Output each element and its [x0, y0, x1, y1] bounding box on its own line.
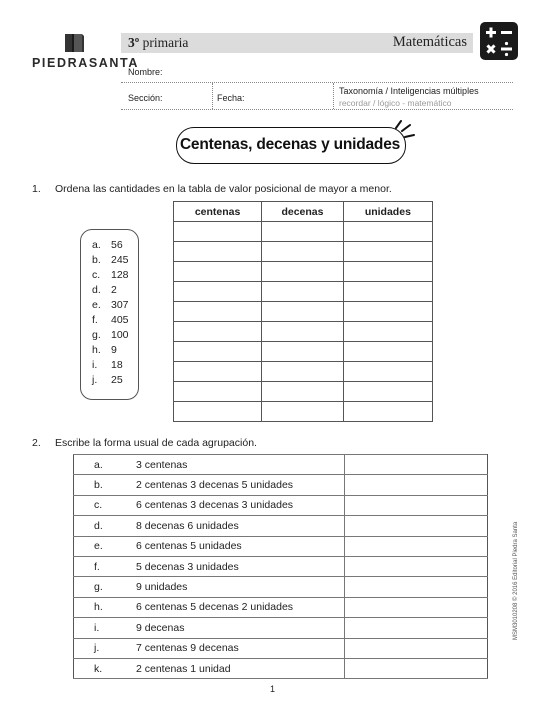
- table-row: [74, 475, 488, 495]
- table-row: [74, 577, 488, 597]
- brand-logo: PIEDRASANTA: [32, 56, 139, 70]
- answer-cell[interactable]: [345, 577, 488, 597]
- row-letter: k.: [74, 658, 137, 678]
- answer-cell[interactable]: [174, 322, 262, 342]
- field-divider: [333, 83, 334, 109]
- answer-cell[interactable]: [345, 658, 488, 678]
- table-row: [74, 536, 488, 556]
- row-text: 6 centenas 5 unidades: [136, 536, 345, 556]
- row-text: 6 centenas 3 decenas 3 unidades: [136, 495, 345, 515]
- field-divider: [212, 83, 213, 109]
- table-row: [174, 402, 433, 422]
- table-row: [174, 222, 433, 242]
- copyright-note: MSM3010208 © 2016 Editorial Piedra Santa: [513, 521, 519, 640]
- header-centenas: centenas: [174, 202, 262, 222]
- row-letter: c.: [74, 495, 137, 515]
- question-1-number: 1.: [32, 183, 41, 195]
- list-item: f. 405: [92, 314, 129, 326]
- table-row: [174, 282, 433, 302]
- table-row: [74, 556, 488, 576]
- list-item: c. 128: [92, 269, 129, 281]
- row-text: 8 decenas 6 unidades: [136, 516, 345, 536]
- answer-cell[interactable]: [343, 322, 432, 342]
- answer-cell[interactable]: [262, 342, 344, 362]
- list-item: j. 25: [92, 374, 123, 386]
- table-row: [74, 495, 488, 515]
- row-text: 3 centenas: [136, 455, 345, 475]
- answer-cell[interactable]: [262, 322, 344, 342]
- row-letter: e.: [74, 536, 137, 556]
- row-text: 7 centenas 9 decenas: [136, 638, 345, 658]
- answer-cell[interactable]: [343, 282, 432, 302]
- answer-cell[interactable]: [345, 556, 488, 576]
- taxonomy-subtitle: recordar / lógico - matemático: [339, 98, 452, 108]
- name-label: Nombre:: [128, 67, 163, 77]
- answer-cell[interactable]: [345, 536, 488, 556]
- book-logo-icon: [62, 32, 86, 54]
- answer-cell[interactable]: [262, 402, 344, 422]
- answer-cell[interactable]: [262, 222, 344, 242]
- table-row: [74, 516, 488, 536]
- row-letter: j.: [74, 638, 137, 658]
- row-letter: g.: [74, 577, 137, 597]
- section-label: Sección:: [128, 93, 163, 103]
- answer-cell[interactable]: [343, 242, 432, 262]
- list-item: b. 245: [92, 254, 129, 266]
- answer-cell[interactable]: [262, 262, 344, 282]
- row-letter: f.: [74, 556, 137, 576]
- list-item: a. 56: [92, 239, 123, 251]
- answer-cell[interactable]: [174, 382, 262, 402]
- answer-cell[interactable]: [345, 597, 488, 617]
- answer-cell[interactable]: [343, 302, 432, 322]
- row-letter: i.: [74, 618, 137, 638]
- answer-cell[interactable]: [345, 618, 488, 638]
- answer-cell[interactable]: [345, 455, 488, 475]
- table-row: [74, 455, 488, 475]
- row-letter: h.: [74, 597, 137, 617]
- answer-cell[interactable]: [345, 475, 488, 495]
- header-decenas: decenas: [262, 202, 344, 222]
- question-2-text: Escribe la forma usual de cada agrupación.: [55, 437, 257, 449]
- answer-cell[interactable]: [345, 516, 488, 536]
- table-row: [174, 362, 433, 382]
- header-unidades: unidades: [343, 202, 432, 222]
- row-text: 9 decenas: [136, 618, 345, 638]
- answer-cell[interactable]: [174, 302, 262, 322]
- answer-cell[interactable]: [174, 282, 262, 302]
- answer-cell[interactable]: [174, 402, 262, 422]
- worksheet-title: Centenas, decenas y unidades: [179, 136, 401, 153]
- table-row: [74, 618, 488, 638]
- row-letter: b.: [74, 475, 137, 495]
- answer-cell[interactable]: [262, 382, 344, 402]
- table-row: [174, 262, 433, 282]
- subject-label: Matemáticas: [392, 34, 467, 50]
- answer-cell[interactable]: [174, 242, 262, 262]
- table-row: [74, 597, 488, 617]
- groupings-table: [73, 454, 488, 679]
- grade-label: [128, 35, 188, 51]
- row-text: 2 centenas 1 unidad: [136, 658, 345, 678]
- name-line[interactable]: [121, 82, 513, 83]
- row-text: 9 unidades: [136, 577, 345, 597]
- row-text: 5 decenas 3 unidades: [136, 556, 345, 576]
- grade-subject-bar: [121, 33, 473, 53]
- answer-cell[interactable]: [343, 262, 432, 282]
- row-letter: a.: [74, 455, 137, 475]
- list-item: e. 307: [92, 299, 129, 311]
- answer-cell[interactable]: [345, 495, 488, 515]
- answer-cell[interactable]: [174, 342, 262, 362]
- answer-cell[interactable]: [343, 222, 432, 242]
- list-item: d. 2: [92, 284, 117, 296]
- answer-cell[interactable]: [262, 302, 344, 322]
- taxonomy-label: Taxonomía / Inteligencias múltiples: [339, 86, 479, 96]
- table-row: [174, 302, 433, 322]
- answer-cell[interactable]: [262, 242, 344, 262]
- list-item: i. 18: [92, 359, 123, 371]
- row-text: 2 centenas 3 decenas 5 unidades: [136, 475, 345, 495]
- table-row: [174, 382, 433, 402]
- answer-cell[interactable]: [174, 262, 262, 282]
- answer-cell[interactable]: [262, 362, 344, 382]
- grade-number: 3º: [128, 35, 140, 50]
- section-line: [121, 109, 513, 110]
- table-row: [174, 242, 433, 262]
- answer-cell[interactable]: [174, 362, 262, 382]
- table-row: [174, 322, 433, 342]
- answer-cell[interactable]: [343, 382, 432, 402]
- answer-cell[interactable]: [174, 222, 262, 242]
- answer-cell[interactable]: [343, 402, 432, 422]
- table-row: [74, 658, 488, 678]
- grade-level: primaria: [139, 35, 189, 50]
- question-2-number: 2.: [32, 437, 41, 449]
- table-row: [74, 638, 488, 658]
- row-text: 6 centenas 5 decenas 2 unidades: [136, 597, 345, 617]
- date-label: Fecha:: [217, 93, 245, 103]
- list-item: g. 100: [92, 329, 129, 341]
- row-letter: d.: [74, 516, 137, 536]
- list-item: h. 9: [92, 344, 117, 356]
- table-row: [174, 342, 433, 362]
- answer-cell[interactable]: [345, 638, 488, 658]
- math-operations-icon: [480, 22, 518, 60]
- answer-cell[interactable]: [343, 362, 432, 382]
- page-number: 1: [270, 684, 276, 694]
- place-value-table: [173, 201, 433, 422]
- answer-cell[interactable]: [343, 342, 432, 362]
- question-1-text: Ordena las cantidades en la tabla de valor posicional de mayor a menor.: [55, 183, 392, 195]
- answer-cell[interactable]: [262, 282, 344, 302]
